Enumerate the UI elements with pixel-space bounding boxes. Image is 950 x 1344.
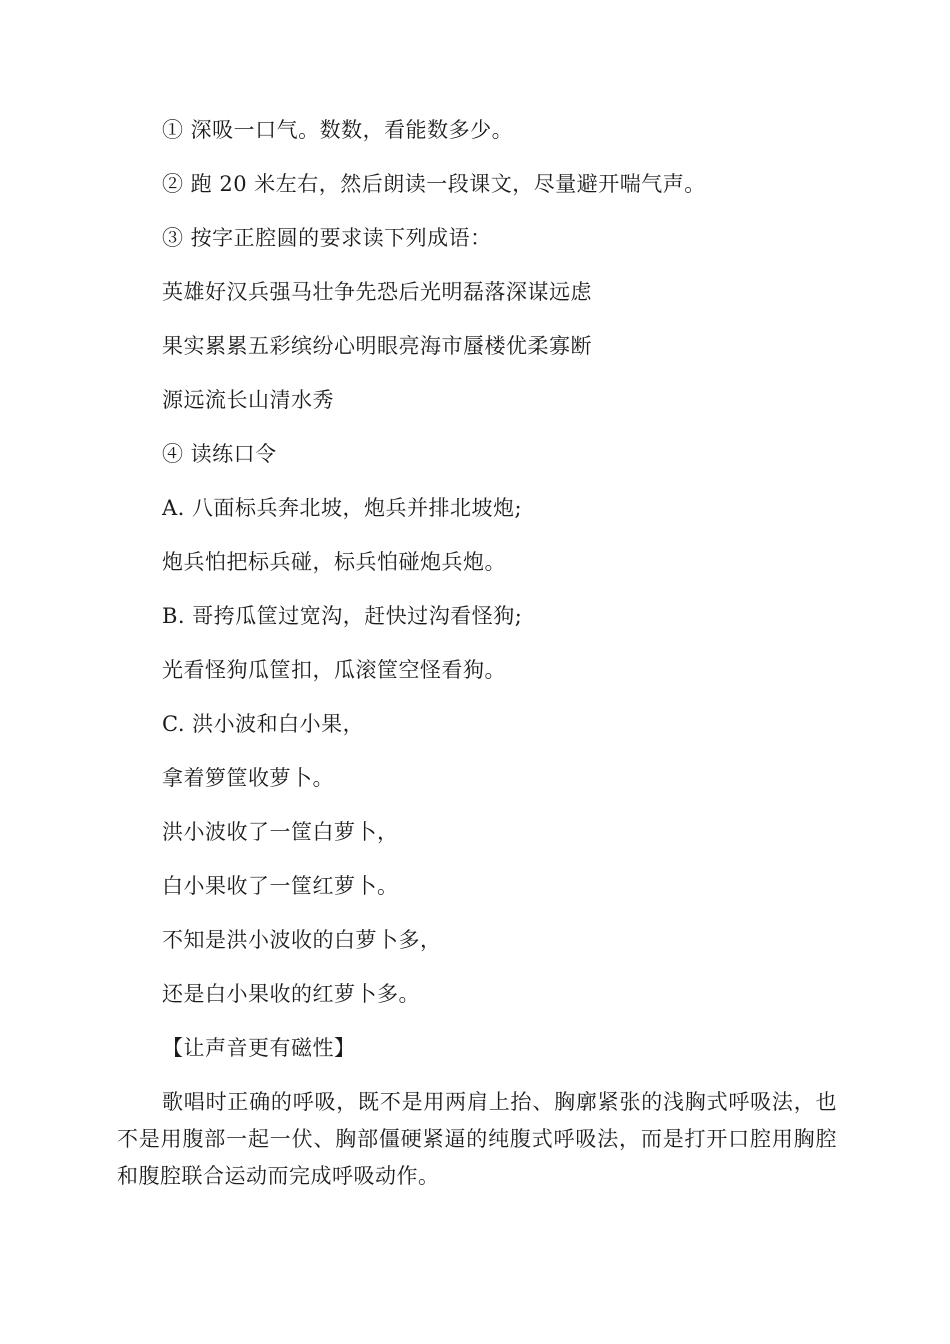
- tongue-twister-c-line-3: 洪小波收了一筐白萝卜，: [162, 820, 399, 844]
- tongue-twister-b-line-1: B. 哥挎瓜筐过宽沟，赶快过沟看怪狗;: [162, 604, 523, 628]
- section-heading: 【让声音更有磁性】: [162, 1036, 356, 1060]
- breathing-exercise-2: ② 跑 20 米左右，然后朗读一段课文，尽量避开喘气声。: [162, 172, 706, 196]
- idiom-exercise-heading: ③ 按字正腔圆的要求读下列成语：: [162, 226, 492, 250]
- tongue-twister-c-line-5: 不知是洪小波收的白萝卜多，: [162, 928, 442, 952]
- idiom-line-1: 英雄好汉兵强马壮争先恐后光明磊落深谋远虑: [162, 280, 592, 304]
- idiom-line-3: 源远流长山清水秀: [162, 388, 334, 412]
- tongue-twister-heading: ④ 读练口令: [162, 442, 277, 466]
- tongue-twister-a-line-1: A. 八面标兵奔北坡，炮兵并排北坡炮;: [162, 496, 523, 520]
- tongue-twister-b-line-2: 光看怪狗瓜筐扣，瓜滚筐空怪看狗。: [162, 658, 506, 682]
- idiom-line-2: 果实累累五彩缤纷心明眼亮海市蜃楼优柔寡断: [162, 334, 592, 358]
- tongue-twister-c-line-4: 白小果收了一筐红萝卜。: [162, 874, 399, 898]
- tongue-twister-c-line-1: C. 洪小波和白小果，: [162, 712, 365, 736]
- tongue-twister-c-line-6: 还是白小果收的红萝卜多。: [162, 982, 420, 1006]
- breathing-exercise-1: ① 深吸一口气。数数，看能数多少。: [162, 118, 514, 142]
- tongue-twister-c-line-2: 拿着箩筐收萝卜。: [162, 766, 334, 790]
- tongue-twister-a-line-2: 炮兵怕把标兵碰，标兵怕碰炮兵炮。: [162, 550, 506, 574]
- body-paragraph: 歌唱时正确的呼吸，既不是用两肩上抬、胸廓紧张的浅胸式呼吸法，也不是用腹部一起一伏、胸部僵硬紧逼的纯腹式呼吸法，而是打开口腔用胸腔和腹腔联合运动而完成呼吸动作。: [117, 1090, 837, 1188]
